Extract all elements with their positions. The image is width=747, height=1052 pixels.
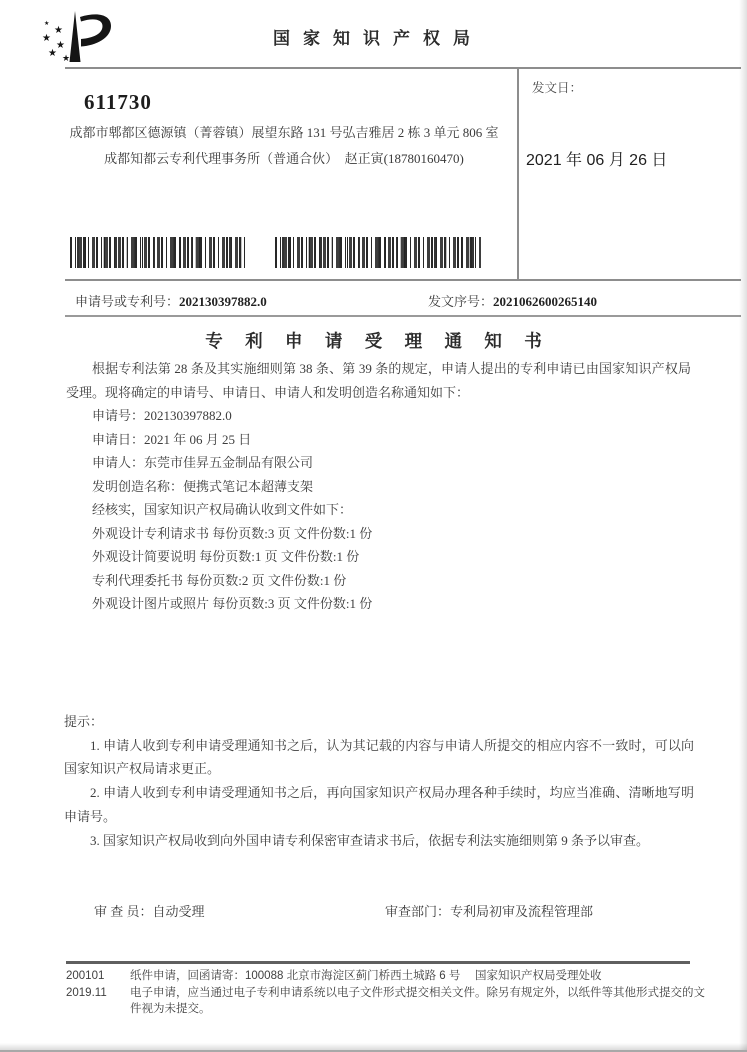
field-invention-title: 发明创造名称：便携式笔记本超薄支架: [92, 478, 314, 494]
dispatch-box-divider: [517, 67, 519, 281]
department-group: 审查部门：专利局初审及流程管理部: [385, 904, 594, 919]
notice-title: 专 利 申 请 受 理 通 知 书: [205, 331, 551, 351]
patent-agency-line: 成都知都云专利代理事务所（普通合伙） 赵正寅(18780160470): [104, 151, 464, 166]
footer-row-paper: [66, 968, 716, 985]
tips-heading: 提示：: [64, 714, 104, 729]
dispatch-date-value: 2021 年 06 月 26 日: [526, 152, 668, 169]
footer-row-electronic: [66, 985, 716, 1018]
address-section-divider: [65, 279, 741, 281]
document-item: 专利代理委托书 每份页数:2 页 文件份数:1 份: [92, 572, 347, 588]
svg-text:★: ★: [56, 40, 65, 51]
field-application-date: 申请日：2021 年 06 月 25 日: [92, 431, 252, 447]
footer-version-code: 2019.11: [66, 986, 107, 999]
footer-paper-note: 纸件申请，回函请寄：100088 北京市海淀区蓟门桥西土城路 6 号 国家知识产权局受理处收: [130, 970, 602, 982]
svg-text:★: ★: [42, 33, 51, 44]
svg-text:★: ★: [54, 25, 63, 36]
recipient-address-block: [56, 121, 512, 170]
notice-body: [66, 357, 691, 616]
reference-numbers-row: [75, 291, 715, 310]
svg-text:★: ★: [48, 48, 57, 59]
tip-item: 3. 国家知识产权局收到向外国申请专利保密审查请求书后，依据专利法实施细则第 9 条予以审查。: [90, 832, 650, 848]
dispatch-date-label: 发文日：: [532, 81, 583, 95]
application-number-label: 申请号或专利号：: [75, 294, 180, 309]
confirm-line: 经核实，国家知识产权局确认收到文件如下：: [92, 502, 353, 517]
document-item: 外观设计简要说明 每份页数:1 页 文件份数:1 份: [92, 549, 360, 564]
postal-code: 611730: [84, 90, 152, 114]
tips-section: [64, 710, 694, 852]
scan-edge-right: [739, 0, 747, 1052]
tip-item: 1. 申请人收到专利申请受理通知书之后，认为其记载的内容与申请人所提交的相应内容不一致时，可以向国家知识产权局请求更正。: [64, 737, 694, 777]
field-applicant: 申请人：东莞市佳昇五金制品有限公司: [92, 455, 314, 470]
recipient-address: 成都市郫都区德源镇（菁蓉镇）展望东路 131 号弘吉雅居 2 栋 3 单元 806 室: [69, 125, 499, 140]
signoff-row: [66, 901, 691, 920]
dispatch-number-group: [428, 291, 597, 310]
footer-electronic-note: 电子申请，应当通过电子专利申请系统以电子文件形式提交相关文件。除另有规定外，以纸件等其他形式提交的文件视为未提交。: [130, 986, 705, 1015]
field-application-no: 申请号：202130397882.0: [92, 408, 232, 423]
footer-form-code: 200101: [66, 970, 105, 982]
barcode-left: [70, 237, 246, 268]
notice-intro: 根据专利法第 28 条及其实施细则第 38 条、第 39 条的规定，申请人提出的专利申请已由国家知识产权局受理。现将确定的申请号、申请日、申请人和发明创造名称通知如下：: [66, 361, 691, 400]
svg-text:★: ★: [62, 53, 71, 63]
footer-divider: [66, 961, 690, 964]
dispatch-number: 2021062600265140: [493, 294, 598, 309]
examiner-group: 审 查 员：自动受理: [94, 904, 205, 919]
dispatch-number-label: 发文序号：: [428, 294, 494, 309]
examiner-value: 自动受理: [152, 904, 205, 919]
agency-header-title: 国家知识产权局: [273, 29, 483, 48]
footer-notes: [66, 968, 716, 1018]
document-item: 外观设计图片或照片 每份页数:3 页 文件份数:1 份: [92, 596, 373, 611]
barcode-right: [275, 237, 481, 268]
header-divider: [65, 67, 741, 69]
document-item: 外观设计专利请求书 每份页数:3 页 文件份数:1 份: [92, 525, 373, 541]
reference-row-divider: [65, 315, 741, 317]
application-number: 202130397882.0: [179, 294, 267, 309]
svg-text:★: ★: [44, 21, 50, 27]
department-value: 专利局初审及流程管理部: [450, 904, 594, 919]
tip-item: 2. 申请人收到专利申请受理通知书之后，再向国家知识产权局办理各种手续时，均应当准确、清晰地写明申请号。: [64, 785, 694, 824]
